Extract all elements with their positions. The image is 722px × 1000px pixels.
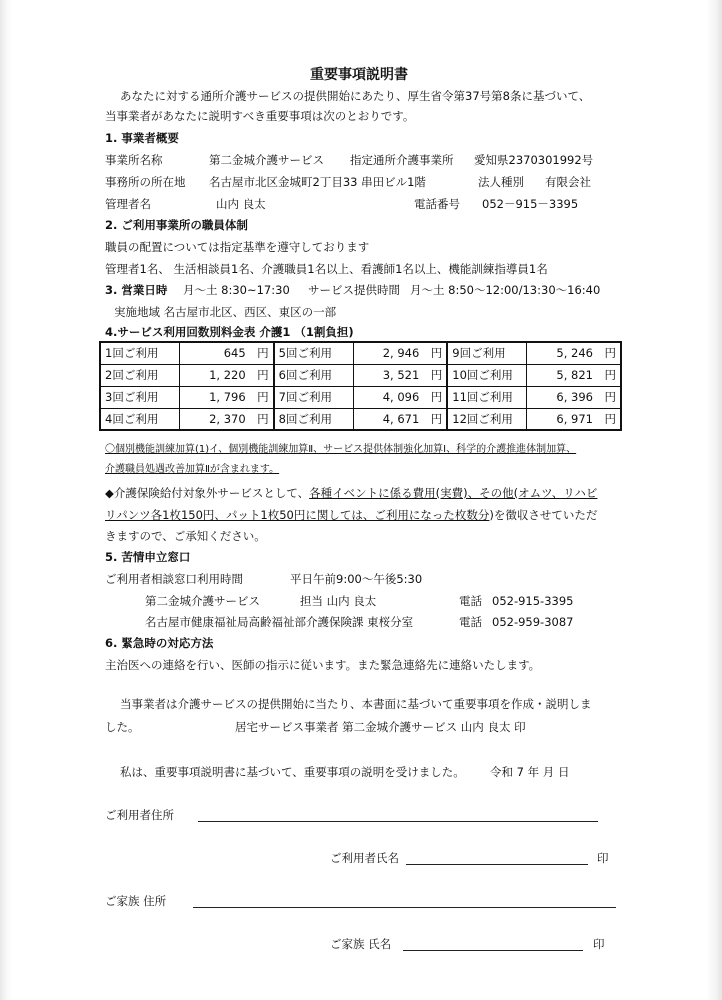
manager-name: 山内 良太 xyxy=(216,197,266,211)
fee-label: 10回ご利用 xyxy=(447,364,526,386)
contact-1-name: 第二金城介護サービス xyxy=(145,594,260,608)
consult-hours: 平日午前9:00～午後5:30 xyxy=(290,572,423,586)
fee-label: 11回ご利用 xyxy=(447,386,526,408)
manager-label: 管理者名 xyxy=(105,197,151,211)
closing-line-2a: した。 xyxy=(105,720,140,734)
contact-2-phone-label: 電話 xyxy=(459,615,482,629)
staff-line-1: 職員の配置については指定基準を遵守しております xyxy=(105,240,370,254)
contact-1-phone: 052-915-3395 xyxy=(492,594,574,608)
section-5-heading: 5. 苦情申立窓口 xyxy=(105,550,191,564)
extra-fee-line-2: リパンツ各1枚150円、パット1枚50円に関しては、ご利用になった枚数分)を徴収させていただ xyxy=(105,508,598,522)
closing-line-1: 当事業者は介護サービスの提供開始に当たり、本書面に基づいて重要事項を作成・説明しま xyxy=(120,697,592,711)
extra-fee-line-3: きますので、ご承知ください。 xyxy=(105,529,266,543)
fee-amount: 5, 246 円 xyxy=(527,342,621,364)
fee-amount: 4, 671 円 xyxy=(353,408,447,430)
fee-label: 1回ご利用 xyxy=(100,342,179,364)
fee-label: 6回ご利用 xyxy=(274,364,353,386)
service-area: 実施地域 名古屋市北区、西区、東区の一部 xyxy=(114,305,337,319)
consent-date: 令和 7 年 月 日 xyxy=(490,765,570,779)
intro-line-2: 当事業者があなたに説明すべき重要事項は次のとおりです。 xyxy=(105,109,415,123)
fee-row xyxy=(100,408,621,430)
consult-hours-label: ご利用者相談窓口利用時間 xyxy=(105,572,243,586)
extra-fee-line-1: ◆介護保険給付対象外サービスとして、各種イベントに係る費用(実費)、その他(オムツ、リハビ xyxy=(105,486,598,500)
section-4-heading: 4.サービス利用回数別料金表 介護1 （1割負担) xyxy=(105,325,354,339)
fee-note-1: 〇個別機能訓練加算(1)イ、個別機能訓練加算Ⅱ、サービス提供体制強化加算Ⅰ、科学的介護推進体制加算、 xyxy=(105,444,577,455)
contact-1-phone-label: 電話 xyxy=(459,594,482,608)
fee-row xyxy=(100,364,621,386)
section-2-heading: 2. ご利用事業所の職員体制 xyxy=(105,218,248,232)
contact-1-person: 担当 山内 良太 xyxy=(300,594,377,608)
staff-line-2: 管理者1名、 生活相談員1名、介護職員1名以上、看護師1名以上、機能訓練指導員1名 xyxy=(105,262,548,276)
section-1-heading: 1. 事業者概要 xyxy=(105,131,179,145)
fee-amount: 6, 396 円 xyxy=(527,386,621,408)
fee-amount: 5, 821 円 xyxy=(527,364,621,386)
intro-line-1: あなたに対する通所介護サービスの提供開始にあたり、厚生省令第37号第8条に基づいて、 xyxy=(120,89,591,103)
family-seal-mark: 印 xyxy=(593,937,605,951)
fee-amount: 6, 971 円 xyxy=(527,408,621,430)
office-name: 第二金城介護サービス xyxy=(209,153,324,167)
user-name-label: ご利用者氏名 xyxy=(330,851,399,865)
user-seal-mark: 印 xyxy=(597,851,609,865)
fee-amount: 4, 096 円 xyxy=(353,386,447,408)
fee-label: 7回ご利用 xyxy=(274,386,353,408)
corp-type: 有限会社 xyxy=(545,175,591,189)
fee-label: 8回ご利用 xyxy=(274,408,353,430)
fee-label: 3回ご利用 xyxy=(100,386,179,408)
address-label: 事務所の所在地 xyxy=(105,175,186,189)
fee-table xyxy=(99,341,622,431)
designation-label: 指定通所介護事業所 xyxy=(350,153,454,167)
fee-label: 2回ご利用 xyxy=(100,364,179,386)
user-name-field[interactable] xyxy=(406,864,588,865)
phone-label: 電話番号 xyxy=(414,197,460,211)
family-address-field[interactable] xyxy=(193,907,616,908)
fee-amount: 1, 220 円 xyxy=(179,364,273,386)
business-days: 月～土 8:30~17:30 xyxy=(183,283,290,297)
section-6-heading: 6. 緊急時の対応方法 xyxy=(105,636,214,650)
contact-2-name: 名古屋市健康福祉局高齢福祉部介護保険課 東桜分室 xyxy=(145,615,414,629)
fee-amount: 3, 521 円 xyxy=(353,364,447,386)
family-name-label: ご家族 氏名 xyxy=(330,937,392,951)
emergency-line: 主治医への連絡を行い、医師の指示に従います。また緊急連絡先に連絡いたします。 xyxy=(105,658,541,672)
consent-statement: 私は、重要事項説明書に基づいて、重要事項の説明を受けました。 xyxy=(120,765,465,779)
fee-label: 4回ご利用 xyxy=(100,408,179,430)
fee-amount: 2, 370 円 xyxy=(179,408,273,430)
phone-number: 052－915－3395 xyxy=(482,197,579,211)
user-address-field[interactable] xyxy=(198,821,598,822)
page-title: 重要事項説明書 xyxy=(310,67,408,83)
family-name-field[interactable] xyxy=(403,950,583,951)
corp-type-label: 法人種別 xyxy=(478,175,524,189)
contact-2-phone: 052-959-3087 xyxy=(492,615,574,629)
fee-amount: 2, 946 円 xyxy=(353,342,447,364)
service-time: 月～土 8:50～12:00/13:30～16:40 xyxy=(410,283,601,297)
fee-label: 5回ご利用 xyxy=(274,342,353,364)
fee-label: 12回ご利用 xyxy=(447,408,526,430)
office-address: 名古屋市北区金城町2丁目33 串田ビル1階 xyxy=(209,175,426,189)
fee-amount: 1, 796 円 xyxy=(179,386,273,408)
fee-row xyxy=(100,386,621,408)
section-3-heading: 3. 営業日時 xyxy=(105,283,168,297)
fee-note-2: 介護職員処遇改善加算Ⅱが含まれます。 xyxy=(105,464,280,475)
office-name-label: 事業所名称 xyxy=(105,153,163,167)
closing-signatory: 居宅サービス事業者 第二金城介護サービス 山内 良太 印 xyxy=(235,720,526,734)
user-address-label: ご利用者住所 xyxy=(105,808,174,822)
family-address-label: ご家族 住所 xyxy=(105,894,167,908)
fee-label: 9回ご利用 xyxy=(447,342,526,364)
service-time-label: サービス提供時間 xyxy=(308,283,400,297)
fee-amount: 645 円 xyxy=(179,342,273,364)
designation-number: 愛知県2370301992号 xyxy=(474,153,594,167)
fee-row xyxy=(100,342,621,364)
